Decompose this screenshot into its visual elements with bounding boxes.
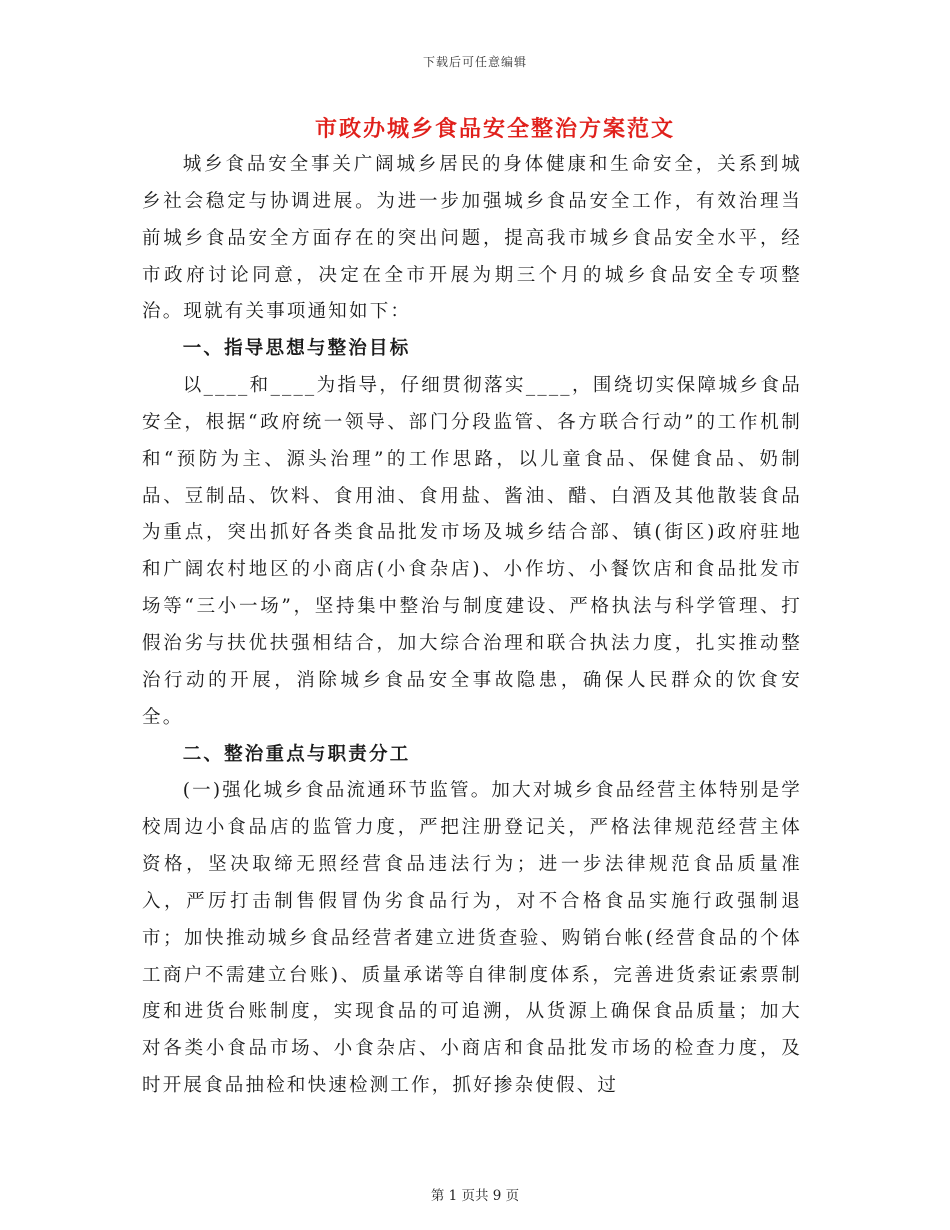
section-1-heading: 一、指导思想与整治目标 xyxy=(182,338,411,360)
header-note: 下载后可任意编辑 xyxy=(422,55,527,69)
section-2-paragraph: (一)强化城乡食品流通环节监管。加大对城乡食品经营主体特别是学校周边小食品店的监管力度，严把注册登记关，严格法律规范经营主体资格，坚决取缔无照经营食品违法行为；进一步法律规范食品质量准入，严厉打击制售假冒伪劣食品行为，对不合格食品实施行政强制退市；加快推动城乡食品经营者建立进货查验、购销台帐(经营食品的个体工商户不需建立台账)、质量承诺等自律制度体系，完善进货索证索票制度和进货台账制度，实现食品的可追溯，从货源上确保食品质量；加大对各类小食品市场、小食杂店、小商店和食品批发市场的检查力度，及时开展食品抽检和快速检测工作，抓好掺杂使假、过 xyxy=(142,780,802,1097)
page-footer: 第 1 页共 9 页 xyxy=(430,1188,520,1204)
document-title: 市政办城乡食品安全整治方案范文 xyxy=(314,116,675,142)
intro-paragraph: 城乡食品安全事关广阔城乡居民的身体健康和生命安全，关系到城乡社会稳定与协调进展。为进一步加强城乡食品安全工作，有效治理当前城乡食品安全方面存在的突出问题，提高我市城乡食品安全水平，经市政府讨论同意，决定在全市开展为期三个月的城乡食品安全专项整治。现就有关事项通知如下： xyxy=(142,154,802,323)
section-1-paragraph: 以____和____为指导，仔细贯彻落实____，围绕切实保障城乡食品安全，根据“政府统一领导、部门分段监管、各方联合行动”的工作机制和“预防为主、源头治理”的工作思路，以儿童食品、保健食品、奶制品、豆制品、饮料、食用油、食用盐、酱油、醋、白酒及其他散装食品为重点，突出抓好各类食品批发市场及城乡结合部、镇(街区)政府驻地和广阔农村地区的小商店(小食杂店)、小作坊、小餐饮店和食品批发市场等“三小一场”，坚持集中整治与制度建设、严格执法与科学管理、打假治劣与扶优扶强相结合，加大综合治理和联合执法力度，扎实推动整治行动的开展，消除城乡食品安全事故隐患，确保人民群众的饮食安全。 xyxy=(142,375,802,728)
document-body xyxy=(142,147,802,1105)
section-2-heading: 二、整治重点与职责分工 xyxy=(182,743,411,765)
